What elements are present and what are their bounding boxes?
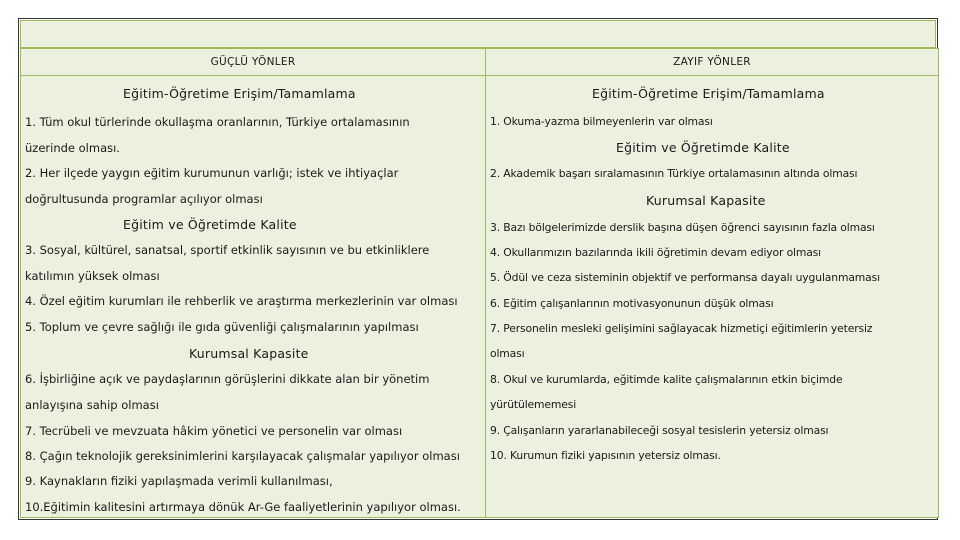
weaknesses-item-6: 6. Eğitim çalışanlarının motivasyonunun düşük olması xyxy=(490,297,774,310)
strengths-section-title-capacity: Kurumsal Kapasite xyxy=(189,346,309,361)
strengths-item-1b: üzerinde olması. xyxy=(25,141,120,155)
swot-table xyxy=(20,48,939,518)
weaknesses-header: ZAYIF YÖNLER xyxy=(486,49,939,76)
strengths-item-3a: 3. Sosyal, kültürel, sanatsal, sportif etkinlik sayısının ve bu etkinliklere xyxy=(25,243,430,257)
strengths-item-6a: 6. İşbirliğine açık ve paydaşlarının görüşlerini dikkate alan bir yönetim xyxy=(25,372,430,386)
strengths-item-3b: katılımın yüksek olması xyxy=(25,269,160,283)
table-top-band xyxy=(20,20,936,48)
strengths-header: GÜÇLÜ YÖNLER xyxy=(21,49,486,76)
strengths-item-10: 10.Eğitimin kalitesini artırmaya dönük Ar-Ge faaliyetlerinin yapılıyor olması. xyxy=(25,500,461,514)
strengths-section-title-access: Eğitim-Öğretime Erişim/Tamamlama xyxy=(123,86,356,101)
weaknesses-item-1: 1. Okuma-yazma bilmeyenlerin var olması xyxy=(490,115,713,128)
weaknesses-item-8b: yürütülememesi xyxy=(490,398,577,411)
strengths-item-6b: anlayışına sahip olması xyxy=(25,398,159,412)
strengths-item-9: 9. Kaynakların fiziki yapılaşmada verimli kullanılması, xyxy=(25,474,333,488)
weaknesses-item-8a: 8. Okul ve kurumlarda, eğitimde kalite çalışmalarının etkin biçimde xyxy=(490,373,843,386)
weaknesses-column xyxy=(486,76,939,518)
strengths-item-2a: 2. Her ilçede yaygın eğitim kurumunun varlığı; istek ve ihtiyaçlar xyxy=(25,166,399,180)
weaknesses-item-4: 4. Okullarımızın bazılarında ikili öğretimin devam ediyor olması xyxy=(490,246,822,259)
weaknesses-item-2: 2. Akademik başarı sıralamasının Türkiye ortalamasının altında olması xyxy=(490,167,858,180)
strengths-item-2b: doğrultusunda programlar açılıyor olması xyxy=(25,192,263,206)
strengths-item-4: 4. Özel eğitim kurumları ile rehberlik ve araştırma merkezlerinin var olması xyxy=(25,294,458,308)
weaknesses-item-10: 10. Kurumun fiziki yapısının yetersiz olması. xyxy=(490,449,721,462)
weaknesses-item-7a: 7. Personelin mesleki gelişimini sağlayacak hizmetiçi eğitimlerin yetersiz xyxy=(490,322,873,335)
weaknesses-item-5: 5. Ödül ve ceza sisteminin objektif ve performansa dayalı uygulanmaması xyxy=(490,271,880,284)
weaknesses-item-3: 3. Bazı bölgelerimizde derslik başına düşen öğrenci sayısının fazla olması xyxy=(490,221,875,234)
weaknesses-item-9: 9. Çalışanların yararlanabileceği sosyal tesislerin yetersiz olması xyxy=(490,424,829,437)
strengths-column xyxy=(21,76,486,518)
weaknesses-item-7b: olması xyxy=(490,347,525,360)
strengths-section-title-quality: Eğitim ve Öğretimde Kalite xyxy=(123,217,297,232)
weaknesses-section-title-capacity: Kurumsal Kapasite xyxy=(646,193,766,208)
strengths-item-8: 8. Çağın teknolojik gereksinimlerini karşılayacak çalışmalar yapılıyor olması xyxy=(25,449,460,463)
weaknesses-section-title-quality: Eğitim ve Öğretimde Kalite xyxy=(616,140,790,155)
weaknesses-section-title-access: Eğitim-Öğretime Erişim/Tamamlama xyxy=(592,86,825,101)
strengths-item-5: 5. Toplum ve çevre sağlığı ile gıda güvenliği çalışmalarının yapılması xyxy=(25,320,419,334)
strengths-item-7: 7. Tecrübeli ve mevzuata hâkim yönetici ve personelin var olması xyxy=(25,424,403,438)
strengths-item-1a: 1. Tüm okul türlerinde okullaşma oranlarının, Türkiye ortalamasının xyxy=(25,115,410,129)
